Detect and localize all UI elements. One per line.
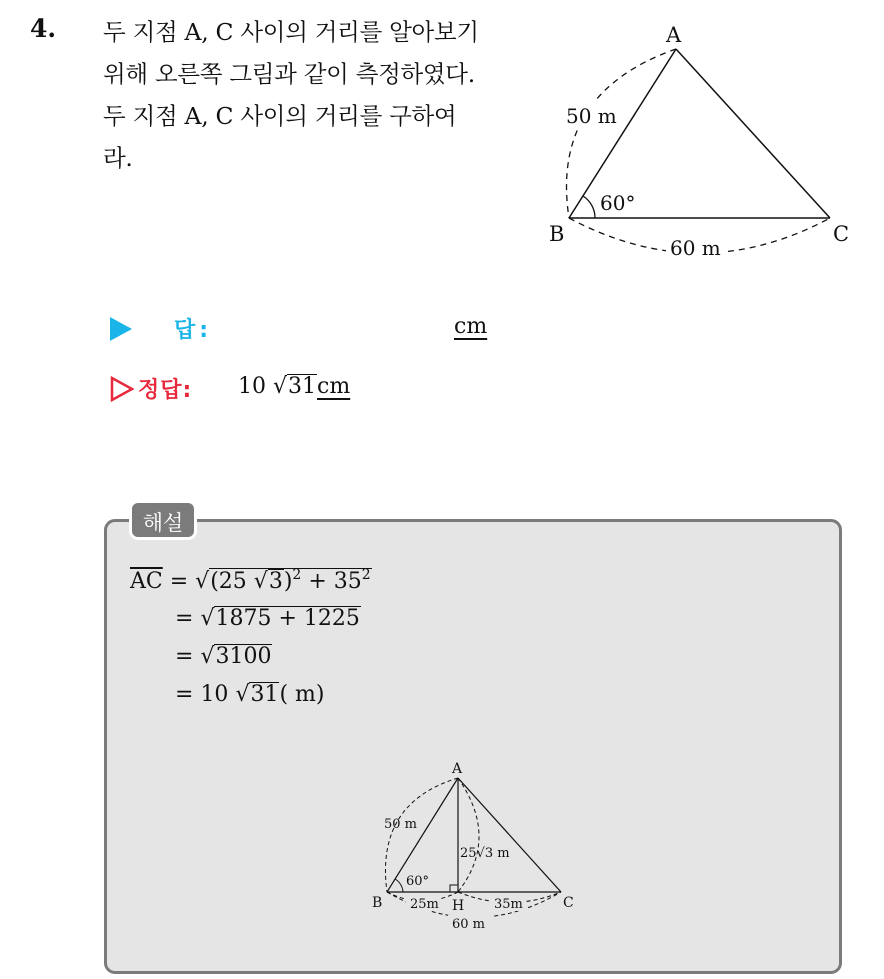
side-ac-line <box>458 778 561 892</box>
question-line: 라. <box>103 144 133 172</box>
question-number: 4. <box>30 14 57 43</box>
equals-sign: = <box>169 569 189 594</box>
correct-coef: 10 <box>238 374 266 399</box>
question-line: 위해 오른쪽 그림과 같이 측정하였다. <box>103 60 475 88</box>
seg-hc-label: 35m <box>494 897 523 912</box>
answer-unit: cm <box>454 314 488 339</box>
angle-b-label: 60° <box>406 874 430 889</box>
segment-ac: $\overline{AC}$ <box>130 569 163 594</box>
right-angle-mark <box>450 885 458 892</box>
side-ac-line <box>676 49 830 218</box>
sqrt-symbol: √1875 + 1225 <box>200 606 360 631</box>
vertex-h-label: H <box>452 898 465 914</box>
side-ab-label: 50 m <box>566 104 617 128</box>
correct-radicand: 31 <box>288 374 317 399</box>
question-text <box>103 11 533 179</box>
equals-sign: = <box>175 606 194 631</box>
base-bc-label: 60 m <box>452 917 486 932</box>
solution-line-4: = 10 √31( m) <box>175 682 325 707</box>
solution-tab: 해설 <box>129 500 197 540</box>
solution-line-3 <box>175 644 272 669</box>
side-ab-label: 50 m <box>384 817 418 832</box>
sqrt-symbol: √31 <box>235 682 279 707</box>
vertex-b-label: B <box>372 895 383 911</box>
correct-value <box>238 374 350 399</box>
angle-b-label: 60° <box>600 191 636 215</box>
sqrt-symbol: √3100 <box>200 644 272 669</box>
vertex-a-label: A <box>666 23 682 47</box>
answer-row <box>110 312 510 346</box>
correct-answer-row <box>110 372 510 406</box>
equals-sign: = <box>175 682 194 707</box>
triangle-figure <box>540 18 860 268</box>
side-bc-label: 60 m <box>670 236 721 260</box>
solution-triangle-figure <box>370 758 590 943</box>
sqrt-symbol: √(25 $√3)^2 + 35^2$ <box>195 567 371 594</box>
question-line: 두 지점 A, C 사이의 거리를 구하여 <box>103 102 457 130</box>
correct-label: 정답: <box>138 378 193 403</box>
solution-line-2 <box>175 606 361 631</box>
vertex-c-label: C <box>563 895 574 911</box>
play-triangle-icon <box>110 317 132 341</box>
vertex-c-label: C <box>833 222 850 246</box>
angle-arc <box>395 879 403 892</box>
outline-triangle-icon <box>110 376 134 402</box>
arc-ah-dashed <box>458 778 479 892</box>
seg-bh-label: 25m <box>410 897 439 912</box>
answer-label: 답: <box>174 318 213 343</box>
question-line: 두 지점 A, C 사이의 거리를 알아보기 <box>103 18 479 46</box>
height-label: 25√3 m <box>460 846 510 861</box>
correct-unit: cm <box>317 374 351 399</box>
angle-arc <box>583 196 595 218</box>
equals-sign: = <box>175 644 194 669</box>
solution-line-1 <box>130 568 372 594</box>
vertex-a-label: A <box>452 761 463 777</box>
sqrt-symbol: √31 <box>273 374 317 399</box>
vertex-b-label: B <box>549 222 565 246</box>
